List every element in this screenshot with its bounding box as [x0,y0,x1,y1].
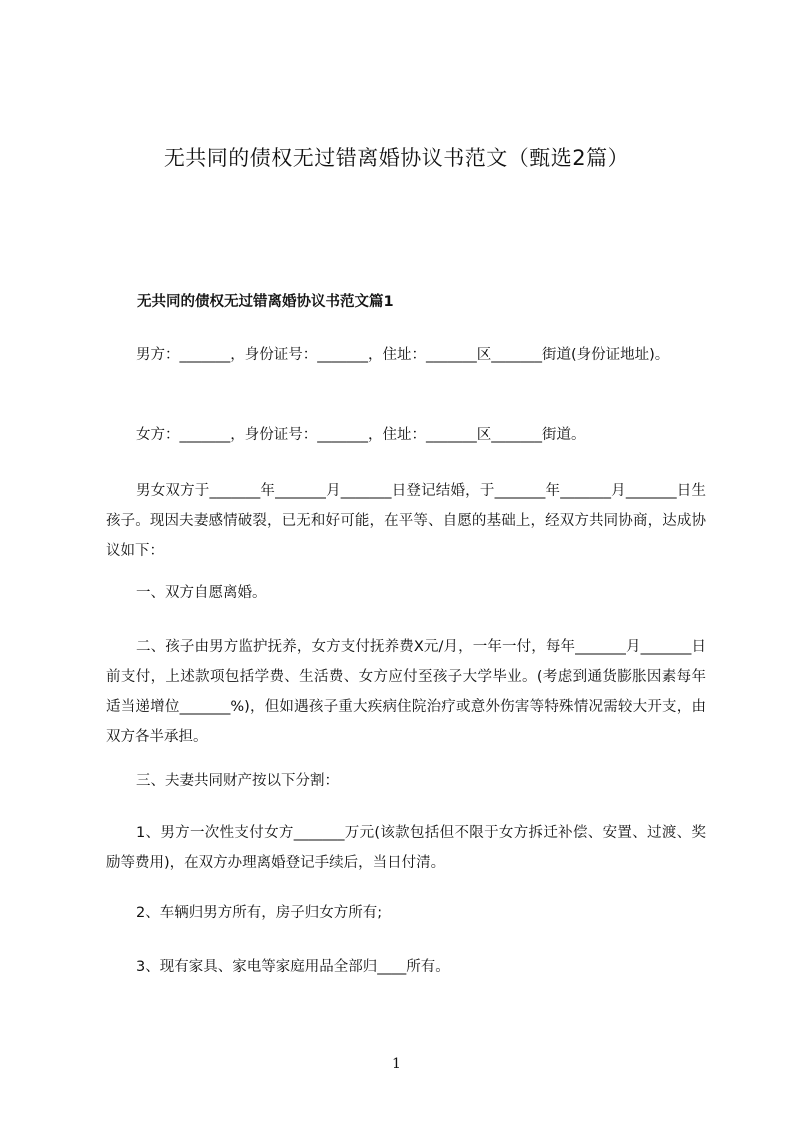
paragraph-clause-1: 一、双方自愿离婚。 [136,585,267,601]
paragraph-female-party: 女方：_______，身份证号：_______，住址：_______区_______街道。 [136,427,586,443]
paragraph-clause-2: 二、孩子由男方监护抚养，女方支付抚养费X元/月，一年一付，每年_______月_______日前支付，上述款项包括学费、生活费、女方应付至孩子大学毕业。(考虑到通货膨胀因素每年适当递增位_______%)，但如遇孩子重大疾病住院治疗或意外伤害等特殊情况需较大开支，由双方各半承担。 [106,639,706,745]
paragraph-clause-3-2: 2、车辆归男方所有，房子归女方所有; [136,905,383,921]
page-number: 1 [392,1056,401,1072]
paragraph-male-party: 男方：_______，身份证号：_______，住址：_______区_______街道(身份证地址)。 [136,347,670,363]
paragraph-clause-3: 三、夫妻共同财产按以下分割： [136,773,339,789]
document-title: 无共同的债权无过错离婚协议书范文（甄选2篇） [163,146,630,170]
section-heading: 无共同的债权无过错离婚协议书范文篇1 [137,294,394,310]
paragraph-marriage-info: 男女双方于_______年_______月_______日登记结婚，于_______年_______月_______日生孩子。现因夫妻感情破裂，已无和好可能，在平等、自愿的基础上，经双方共同协商，达成协议如下： [106,483,706,559]
paragraph-clause-3-3: 3、现有家具、家电等家庭用品全部归____所有。 [136,959,450,975]
paragraph-clause-3-1: 1、男方一次性支付女方_______万元(该款包括但不限于女方拆迁补偿、安置、过渡、奖励等费用)，在双方办理离婚登记手续后，当日付清。 [106,825,706,871]
